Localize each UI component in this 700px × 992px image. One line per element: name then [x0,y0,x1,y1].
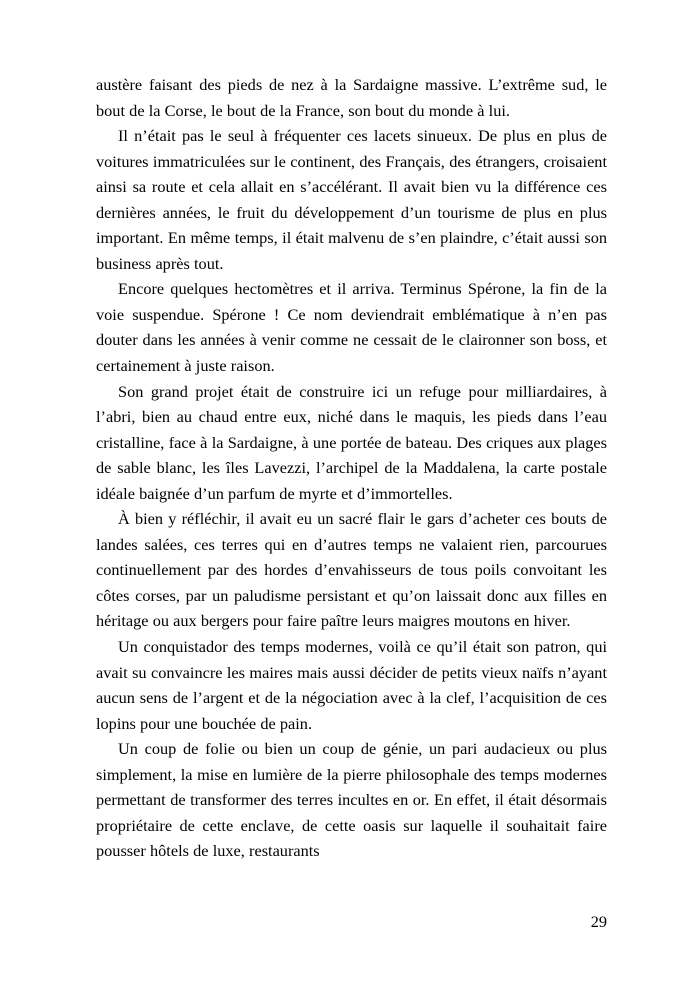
paragraph: Encore quelques hectomètres et il arriva. Terminus Spérone, la fin de la voie suspendue. Spérone ! Ce nom deviendrait emblématique à n’en pas douter dans les années à venir comme ne cessait de le claironner son boss, et certainement à juste raison. [96,279,607,376]
paragraph: austère faisant des pieds de nez à la Sardaigne massive. L’extrême sud, le bout de la Corse, le bout de la France, son bout du monde à lui. [96,75,607,120]
paragraph: Un coup de folie ou bien un coup de génie, un pari audacieux ou plus simplement, la mise en lumière de la pierre philosophale des temps modernes permettant de transformer des terres incultes en or. En effet, il était désormais propriétaire de cette enclave, de cette oasis sur laquelle il souhaitait faire pousser hôtels de luxe, restaurants [96,739,607,861]
page-number: 29 [590,912,607,931]
body-text-block [96,72,607,864]
paragraph: À bien y réfléchir, il avait eu un sacré flair le gars d’acheter ces bouts de landes salées, ces terres qui en d’autres temps ne valaient rien, parcourues continuellement par des hordes d’envahisseurs de tous poils convoitant les côtes corses, par un paludisme persistant et qu’on laissait donc aux filles en héritage ou aux bergers pour faire paître leurs maigres moutons en hiver. [96,509,607,631]
paragraph: Il n’était pas le seul à fréquenter ces lacets sinueux. De plus en plus de voitures immatriculées sur le continent, des Français, des étrangers, croisaient ainsi sa route et cela allait en s’accélérant. Il avait bien vu la différence ces dernières années, le fruit du développement d’un tourisme de plus en plus important. En même temps, il était malvenu de s’en plaindre, c’était aussi son business après tout. [96,126,607,273]
paragraph: Un conquistador des temps modernes, voilà ce qu’il était son patron, qui avait su convaincre les maires mais aussi décider de petits vieux naïfs n’ayant aucun sens de l’argent et de la négociation avec à la clef, l’acquisition de ces lopins pour une bouchée de pain. [96,637,607,733]
paragraph: Son grand projet était de construire ici un refuge pour milliardaires, à l’abri, bien au chaud entre eux, niché dans le maquis, les pieds dans l’eau cristalline, face à la Sardaigne, à une portée de bateau. Des criques aux plages de sable blanc, les îles Lavezzi, l’archipel de la Maddalena, la carte postale idéale baignée d’un parfum de myrte et d’immortelles. [96,381,607,503]
